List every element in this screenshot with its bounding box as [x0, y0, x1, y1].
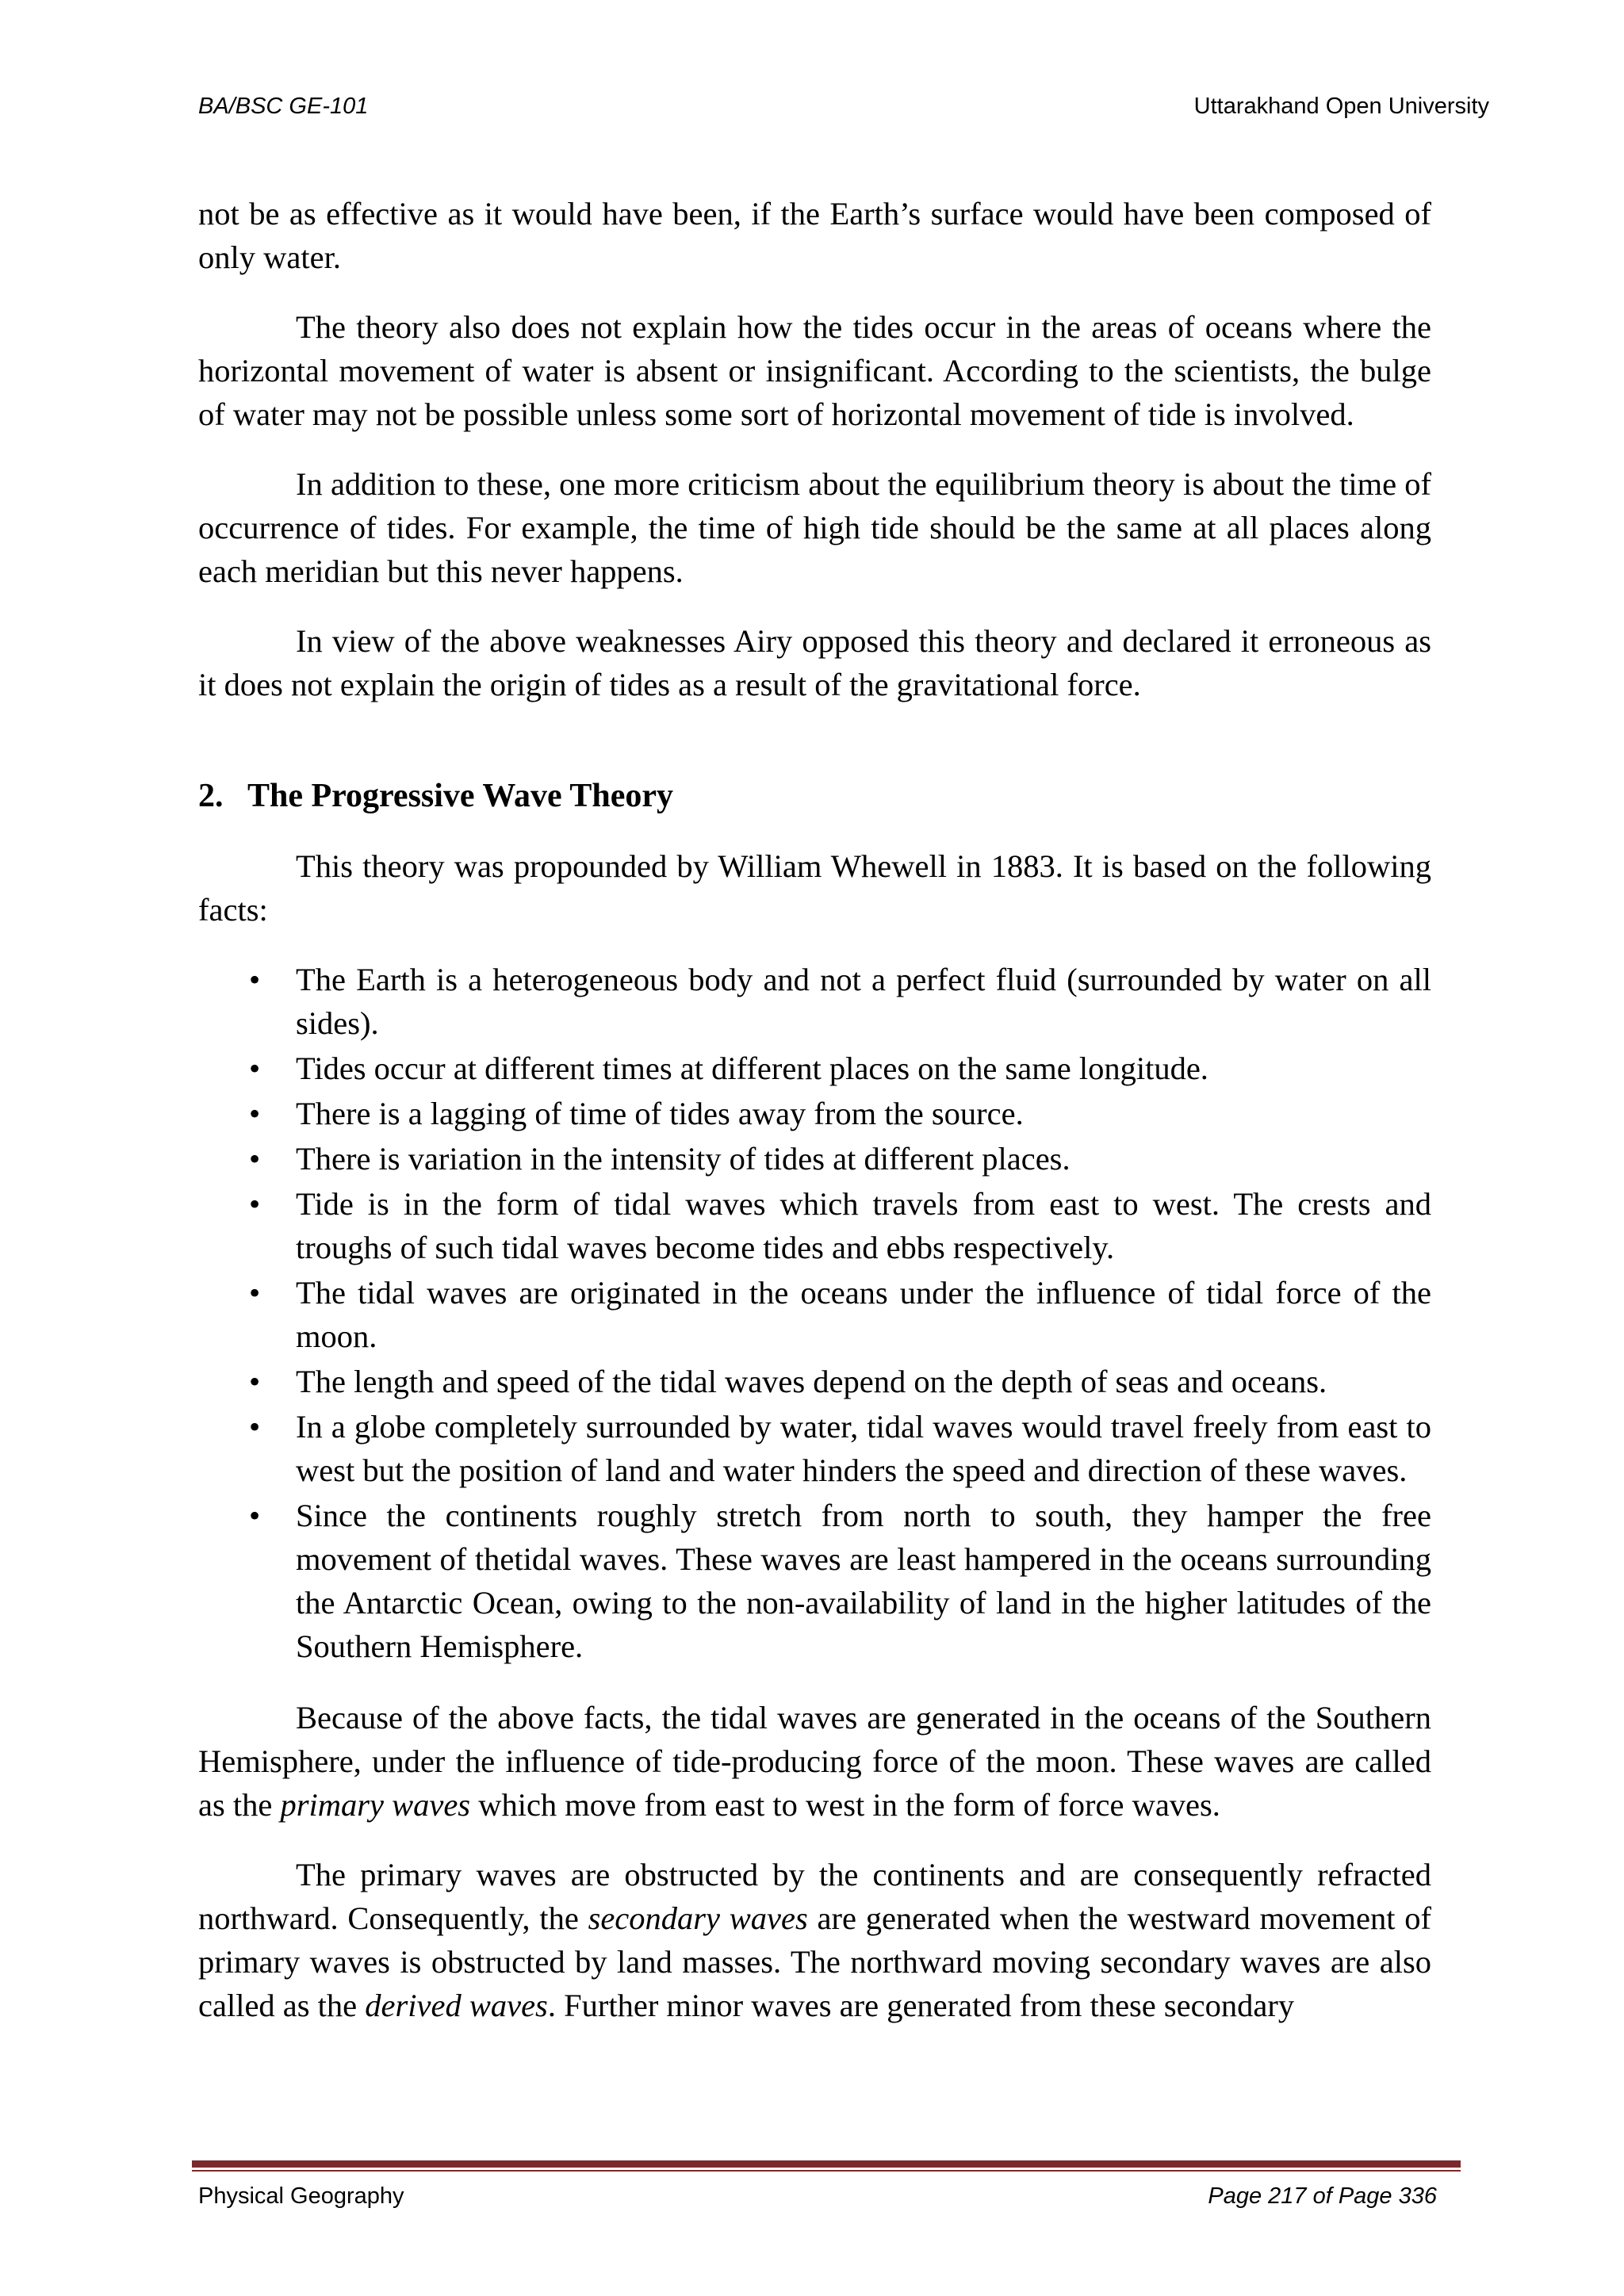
list-item — [198, 1494, 1431, 1668]
list-item-text: The length and speed of the tidal waves depend on the depth of seas and oceans. — [296, 1364, 1327, 1399]
list-item — [198, 1137, 1431, 1181]
list-item-text: Since the continents roughly stretch from north to south, they hamper the free movement of thetidal waves. These waves are least hampered in the oceans surrounding the Antarctic Ocean, owing to the non-availability of land in the higher latitudes of the Southern Hemisphere. — [296, 1498, 1431, 1664]
list-item-text: In a globe completely surrounded by water, tidal waves would travel freely from east to west but the position of land and water hinders the speed and direction of these waves. — [296, 1409, 1431, 1488]
bullet-icon: • — [249, 1409, 261, 1445]
list-item-text: Tide is in the form of tidal waves which travels from east to west. The crests and troughs of such tidal waves become tides and ebbs respectively. — [296, 1186, 1431, 1265]
footer-rule-thick — [192, 2160, 1461, 2168]
list-item-text: There is variation in the intensity of tides at different places. — [296, 1141, 1071, 1177]
paragraph-airy-opposition: In view of the above weaknesses Airy opposed this theory and declared it erroneous as it does not explain the origin of tides as a result of the gravitational force. — [198, 623, 1431, 702]
text-run: which move from east to west in the form of force waves. — [470, 1787, 1220, 1823]
section-title: The Progressive Wave Theory — [247, 778, 674, 814]
emphasis-derived-waves: derived waves — [365, 1988, 548, 2023]
footer-rule-thin — [192, 2170, 1461, 2172]
list-item-text: The Earth is a heterogeneous body and not a perfect fluid (surrounded by water on all sides). — [296, 962, 1431, 1041]
bullet-icon: • — [249, 1050, 261, 1086]
list-item — [198, 958, 1431, 1045]
paragraph-continuation: not be as effective as it would have been, if the Earth’s surface would have been composed of only water. — [198, 196, 1431, 275]
list-item — [198, 1182, 1431, 1269]
page-body — [198, 192, 1431, 2053]
list-item — [198, 1092, 1431, 1135]
list-item — [198, 1271, 1431, 1358]
footer-page-number: Page 217 of Page 336 — [1208, 2183, 1437, 2209]
footer-subject: Physical Geography — [198, 2183, 404, 2209]
emphasis-primary-waves: primary waves — [280, 1787, 471, 1823]
text-run: are generated when the westward movement of primary waves is obstructed by land masses. The northward moving secondary waves are also called as the — [198, 1900, 1431, 2023]
text-run: . Further minor waves are generated from these secondary — [547, 1988, 1295, 2023]
bullet-icon: • — [249, 1096, 261, 1131]
list-item — [198, 1405, 1431, 1492]
bullet-icon: • — [249, 1141, 261, 1177]
bullet-icon: • — [249, 1186, 261, 1222]
bullet-icon: • — [249, 962, 261, 997]
list-item-text: Tides occur at different times at different places on the same longitude. — [296, 1050, 1208, 1086]
header-course-code: BA/BSC GE-101 — [198, 94, 369, 119]
paragraph-primary-waves — [198, 1696, 1431, 1827]
paragraph-criticism-time: In addition to these, one more criticism about the equilibrium theory is about the time of occurrence of tides. For example, the time of high tide should be the same at all places along each meridian but this never happens. — [198, 466, 1431, 589]
text-run: The primary waves are obstructed by the continents and are consequently refracted northward. Consequently, the — [198, 1857, 1431, 1936]
section-number: 2. — [198, 778, 224, 814]
paragraph-horizontal-movement: The theory also does not explain how the tides occur in the areas of oceans where the horizontal movement of water is absent or insignificant. According to the scientists, the bulge of water may not be possible unless some sort of horizontal movement of tide is involved. — [198, 309, 1431, 432]
list-item — [198, 1047, 1431, 1090]
text-run: Because of the above facts, the tidal waves are generated in the oceans of the Southern Hemisphere, under the influence of tide-producing force of the moon. These waves are called as the — [198, 1700, 1431, 1823]
bullet-icon: • — [249, 1364, 261, 1399]
bullet-icon: • — [249, 1275, 261, 1311]
paragraph-secondary-waves — [198, 1853, 1431, 2027]
list-item-text: There is a lagging of time of tides away from the source. — [296, 1096, 1024, 1131]
header-university: Uttarakhand Open University — [1193, 94, 1489, 119]
bullet-icon: • — [249, 1498, 261, 1533]
section-heading — [198, 775, 1431, 818]
list-item — [198, 1360, 1431, 1403]
facts-list — [198, 958, 1431, 1668]
paragraph-theory-intro: This theory was propounded by William Whewell in 1883. It is based on the following facts: — [198, 848, 1431, 928]
list-item-text: The tidal waves are originated in the oceans under the influence of tidal force of the moon. — [296, 1275, 1431, 1354]
emphasis-secondary-waves: secondary waves — [588, 1900, 808, 1936]
